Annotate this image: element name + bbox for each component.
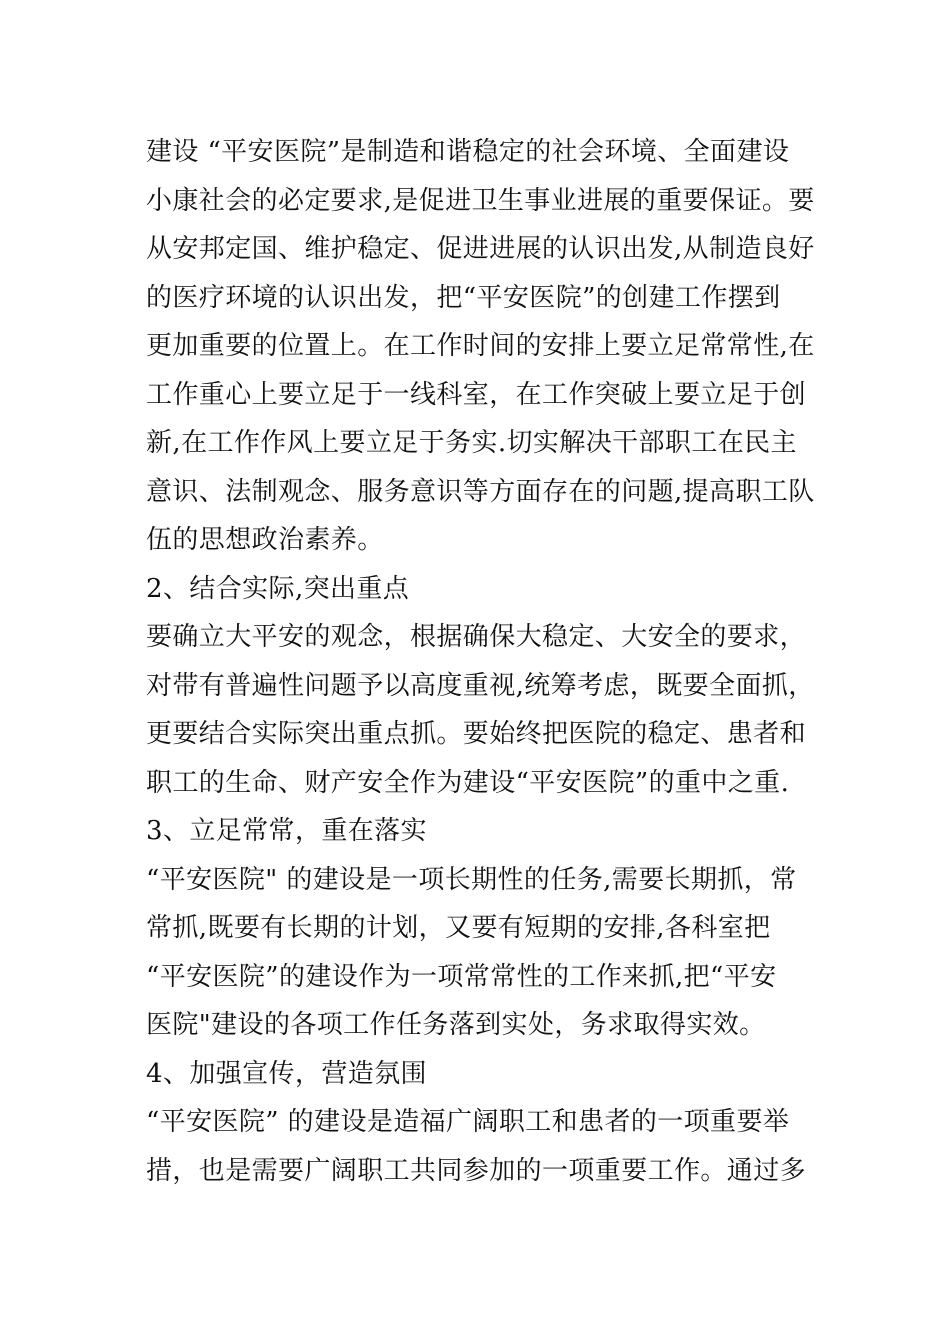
paragraph-line: 更要结合实际突出重点抓。要始终把医院的稳定、患者和 <box>146 719 807 749</box>
section-heading: 3、立足常常，重在落实 <box>146 816 427 846</box>
paragraph-line: “平安医院”的建设作为一项常常性的工作来抓,把“平安 <box>146 961 777 992</box>
paragraph-line: 要确立大平安的观念，根据确保大稳定、大安全的要求， <box>146 622 807 652</box>
paragraph-line: 更加重要的位置上。在工作时间的安排上要立足常常性,在 <box>146 331 815 361</box>
paragraph-line: “平安医院" 的建设是一项长期性的任务,需要长期抓，常 <box>146 864 797 895</box>
paragraph-line: 常抓,既要有长期的计划，又要有短期的安排,各科室把 <box>146 913 771 943</box>
section-heading: 2、结合实际,突出重点 <box>146 573 410 604</box>
paragraph-line: 建设 “平安医院”是制造和谐稳定的社会环境、全面建设 <box>146 137 790 167</box>
paragraph-line: 从安邦定国、维护稳定、促进进展的认识出发,从制造良好 <box>146 234 815 264</box>
paragraph-line: 措，也是需要广阔职工共同参加的一项重要工作。通过多 <box>146 1155 807 1186</box>
paragraph-line: 医院"建设的各项工作任务落到实处，务求取得实效。 <box>146 1010 766 1040</box>
paragraph-line: 工作重心上要立足于一线科室，在工作突破上要立足于创 <box>146 379 807 410</box>
paragraph-line: 新,在工作作风上要立足于务实.切实解决干部职工在民主 <box>146 428 797 458</box>
document-body <box>146 128 815 1195</box>
paragraph-line: 小康社会的必定要求,是促进卫生事业进展的重要保证。要 <box>146 185 815 216</box>
paragraph-line: 的医疗环境的认识出发，把“平安医院”的创建工作摆到 <box>146 282 781 313</box>
paragraph-line: 伍的思想政治素养。 <box>146 525 384 555</box>
paragraph-line: “平安医院” 的建设是造福广阔职工和患者的一项重要举 <box>146 1107 790 1137</box>
paragraph-line: 职工的生命、财产安全作为建设“平安医院”的重中之重. <box>146 767 790 798</box>
section-heading: 4、加强宣传，营造氛围 <box>146 1058 427 1089</box>
paragraph-line: 对带有普遍性问题予以高度重视,统筹考虑，既要全面抓， <box>146 670 815 701</box>
paragraph-line: 意识、法制观念、服务意识等方面存在的问题,提高职工队 <box>146 476 815 507</box>
